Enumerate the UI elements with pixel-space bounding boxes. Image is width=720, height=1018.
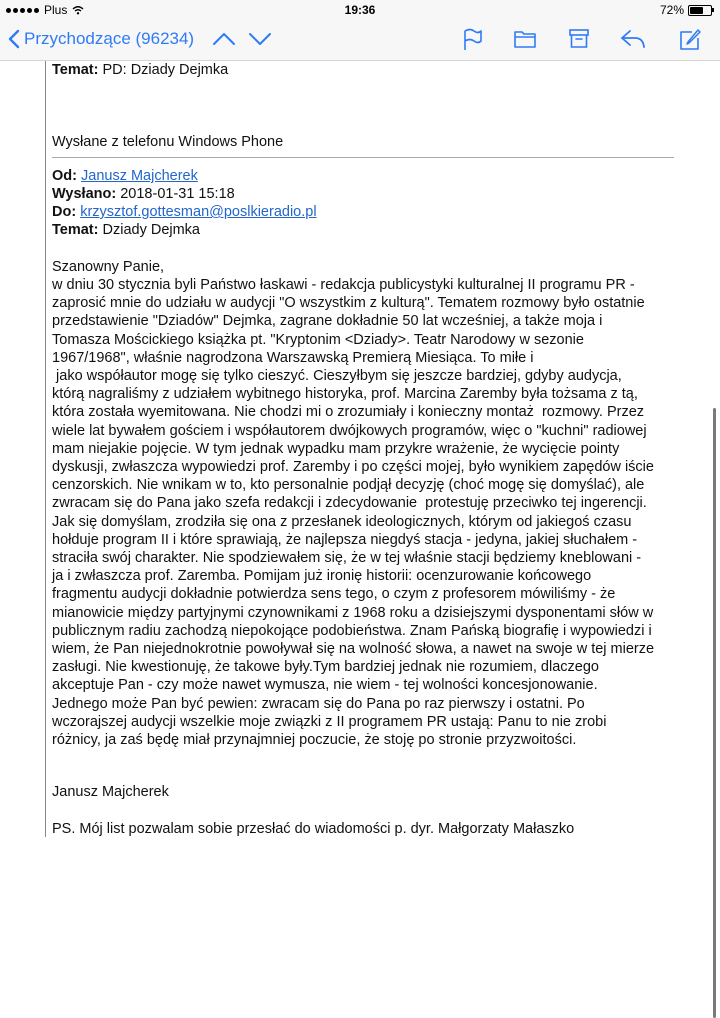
body-line: dyskusji, zwłaszcza wypowiedzi prof. Zaremby i po części mojej, było wynikiem zapędów iście [52, 459, 654, 476]
sent-from-phone: Wysłane z telefonu Windows Phone [52, 134, 284, 150]
signature: Janusz Majcherek [52, 784, 169, 800]
body-line: Tomasza Mościckiego książka pt. "Kryptonim <Dziady>. Teatr Narodowy w sezonie [52, 331, 584, 348]
body-line: hołduje program II i które sprawiają, że najlepsza niegdyś stacja - jedyna, jakiej słuchałem - [52, 531, 638, 548]
to-line [52, 203, 317, 221]
top-subject-line [52, 61, 228, 79]
status-time: 19:36 [344, 3, 376, 17]
body-line: przedstawienie "Dziadów" Dejmka, zagrane dokładnie 50 lat wcześniej, a także moja i [52, 313, 603, 330]
body-line: zasługi. Nie kwestionuję, że takowe były.Tym bardziej jednak nie rozumiem, dlaczego [52, 659, 599, 676]
email-body [52, 276, 654, 749]
compose-icon[interactable] [678, 28, 702, 52]
body-line: wiele lat bywałem gościem i współautorem dwójkowych programów, więc o "kuchni" radiowej [52, 422, 647, 439]
body-line: straciła swój charakter. Nie spodziewałem się, że w tej właśnie stacji będziemy kneblowani - [52, 550, 642, 567]
sent-value: 2018-01-31 15:18 [120, 186, 235, 202]
body-line: mam niejakie pojęcie. W tym jednak wypadku mam przykre wrażenie, że wycięcie pointy [52, 440, 620, 457]
body-line: Jak się domyślam, zrodziła się ona z przesłanek ideologicznych, którym od jakiegoś czasu [52, 513, 632, 530]
top-subject-label: Temat: [52, 62, 99, 78]
body-line: jako współautor mogę się tylko cieszyć. Cieszyłbym się jeszcze bardziej, gdyby audycja, [52, 368, 622, 385]
header-divider [52, 157, 674, 158]
body-line: mianowicie między partyjnymi czynownikami z 1968 roku a dzisiejszymi dysponentami słów w [52, 604, 654, 621]
battery-info [660, 3, 712, 17]
battery-icon [688, 5, 712, 16]
sent-line [52, 185, 235, 203]
to-link[interactable]: krzysztof.gottesman@poslkieradio.pl [80, 204, 317, 220]
arrow-up-icon[interactable] [212, 30, 236, 48]
flag-icon[interactable] [462, 28, 482, 52]
body-line: w dniu 30 stycznia byli Państwo łaskawi - redakcja publicystyki kulturalnej II programu PR - [52, 277, 635, 293]
postscript: PS. Mój list pozwalam sobie przesłać do wiadomości p. dyr. Małgorzaty Małaszko [52, 821, 575, 837]
mail-toolbar [0, 20, 720, 61]
body-line: 1967/1968", właśnie nagrodzona Warszawską Premierą Miesiąca. To miłe i [52, 349, 534, 366]
arrow-down-icon[interactable] [248, 30, 272, 48]
scroll-indicator[interactable] [713, 408, 716, 1018]
body-line: akceptuje Pan - czy może nawet wymusza, nie wiem - tej wolności koncesjonowanie. [52, 677, 598, 694]
from-link[interactable]: Janusz Majcherek [81, 168, 198, 184]
chevron-left-icon [8, 29, 20, 49]
body-line: cenzorskich. Nie wnikam w to, kto personalnie podjął decyzję (choć mogę się domyślać), ale [52, 477, 645, 494]
quote-rule [45, 61, 46, 837]
battery-percent: 72% [659, 3, 684, 17]
body-line: fragmentu audycji dokładnie potwierdza sens tego, o czym z profesorem mówiliśmy - że [52, 586, 616, 603]
subject-line [52, 221, 200, 239]
archive-icon[interactable] [568, 28, 590, 50]
status-bar [0, 0, 720, 20]
body-line: różnicy, ja zaś będę miał przynajmniej poczucie, że stoję po stronie przyzwoitości. [52, 732, 577, 749]
folder-icon[interactable] [513, 28, 537, 50]
subject-label: Temat: [52, 222, 99, 238]
from-label: Od: [52, 168, 77, 184]
reply-icon[interactable] [620, 28, 646, 50]
body-line: zwracam się do Pana jako szefa redakcji i zdecydowanie protestuję przeciwko tej ingerencji. [52, 495, 647, 512]
sent-label: Wysłano: [52, 186, 117, 202]
body-line: wczorajszej audycji wszelkie moje związki z II programem PR ustają: Panu to nie zrobi [52, 713, 607, 730]
top-subject-value: PD: Dziady Dejmka [102, 62, 229, 78]
body-line: wiem, że Pan niejednokrotnie powoływał się na wolność słowa, a nawet na swoje w tej mierze [52, 641, 655, 658]
inbox-label: Przychodzące (96234) [24, 29, 195, 48]
body-line: publicznym radiu zachodzą niepokojące podobieństwa. Znam Pańską biografię i wypowiedzi i [52, 622, 652, 639]
body-line: ja i zwłaszcza prof. Zaremba. Pomijam już ironię historii: ocenzurowanie końcowego [52, 568, 592, 585]
back-to-inbox-button[interactable] [8, 29, 194, 49]
body-line: Jednego może Pan być pewien: zwracam się do Pana po raz pierwszy i ostatni. Po [52, 695, 585, 712]
body-line: którą nagraliśmy z udziałem wybitnego historyka, prof. Marcina Zaremby była tożsama z tą, [52, 386, 638, 403]
subject-value: Dziady Dejmka [102, 222, 200, 238]
to-label: Do: [52, 204, 77, 220]
body-line: która została wyemitowana. Nie chodzi mi o zrozumiały i konieczny montaż rozmowy. Przez [52, 404, 645, 421]
body-line: zaprosić mnie do udziału w audycji "O wszystkim z kulturą". Tematem rozmowy było ostatnie [52, 295, 645, 312]
from-line [52, 167, 198, 185]
carrier-name: Plus [44, 3, 68, 17]
email-content [0, 61, 720, 960]
greeting: Szanowny Panie, [52, 259, 165, 275]
